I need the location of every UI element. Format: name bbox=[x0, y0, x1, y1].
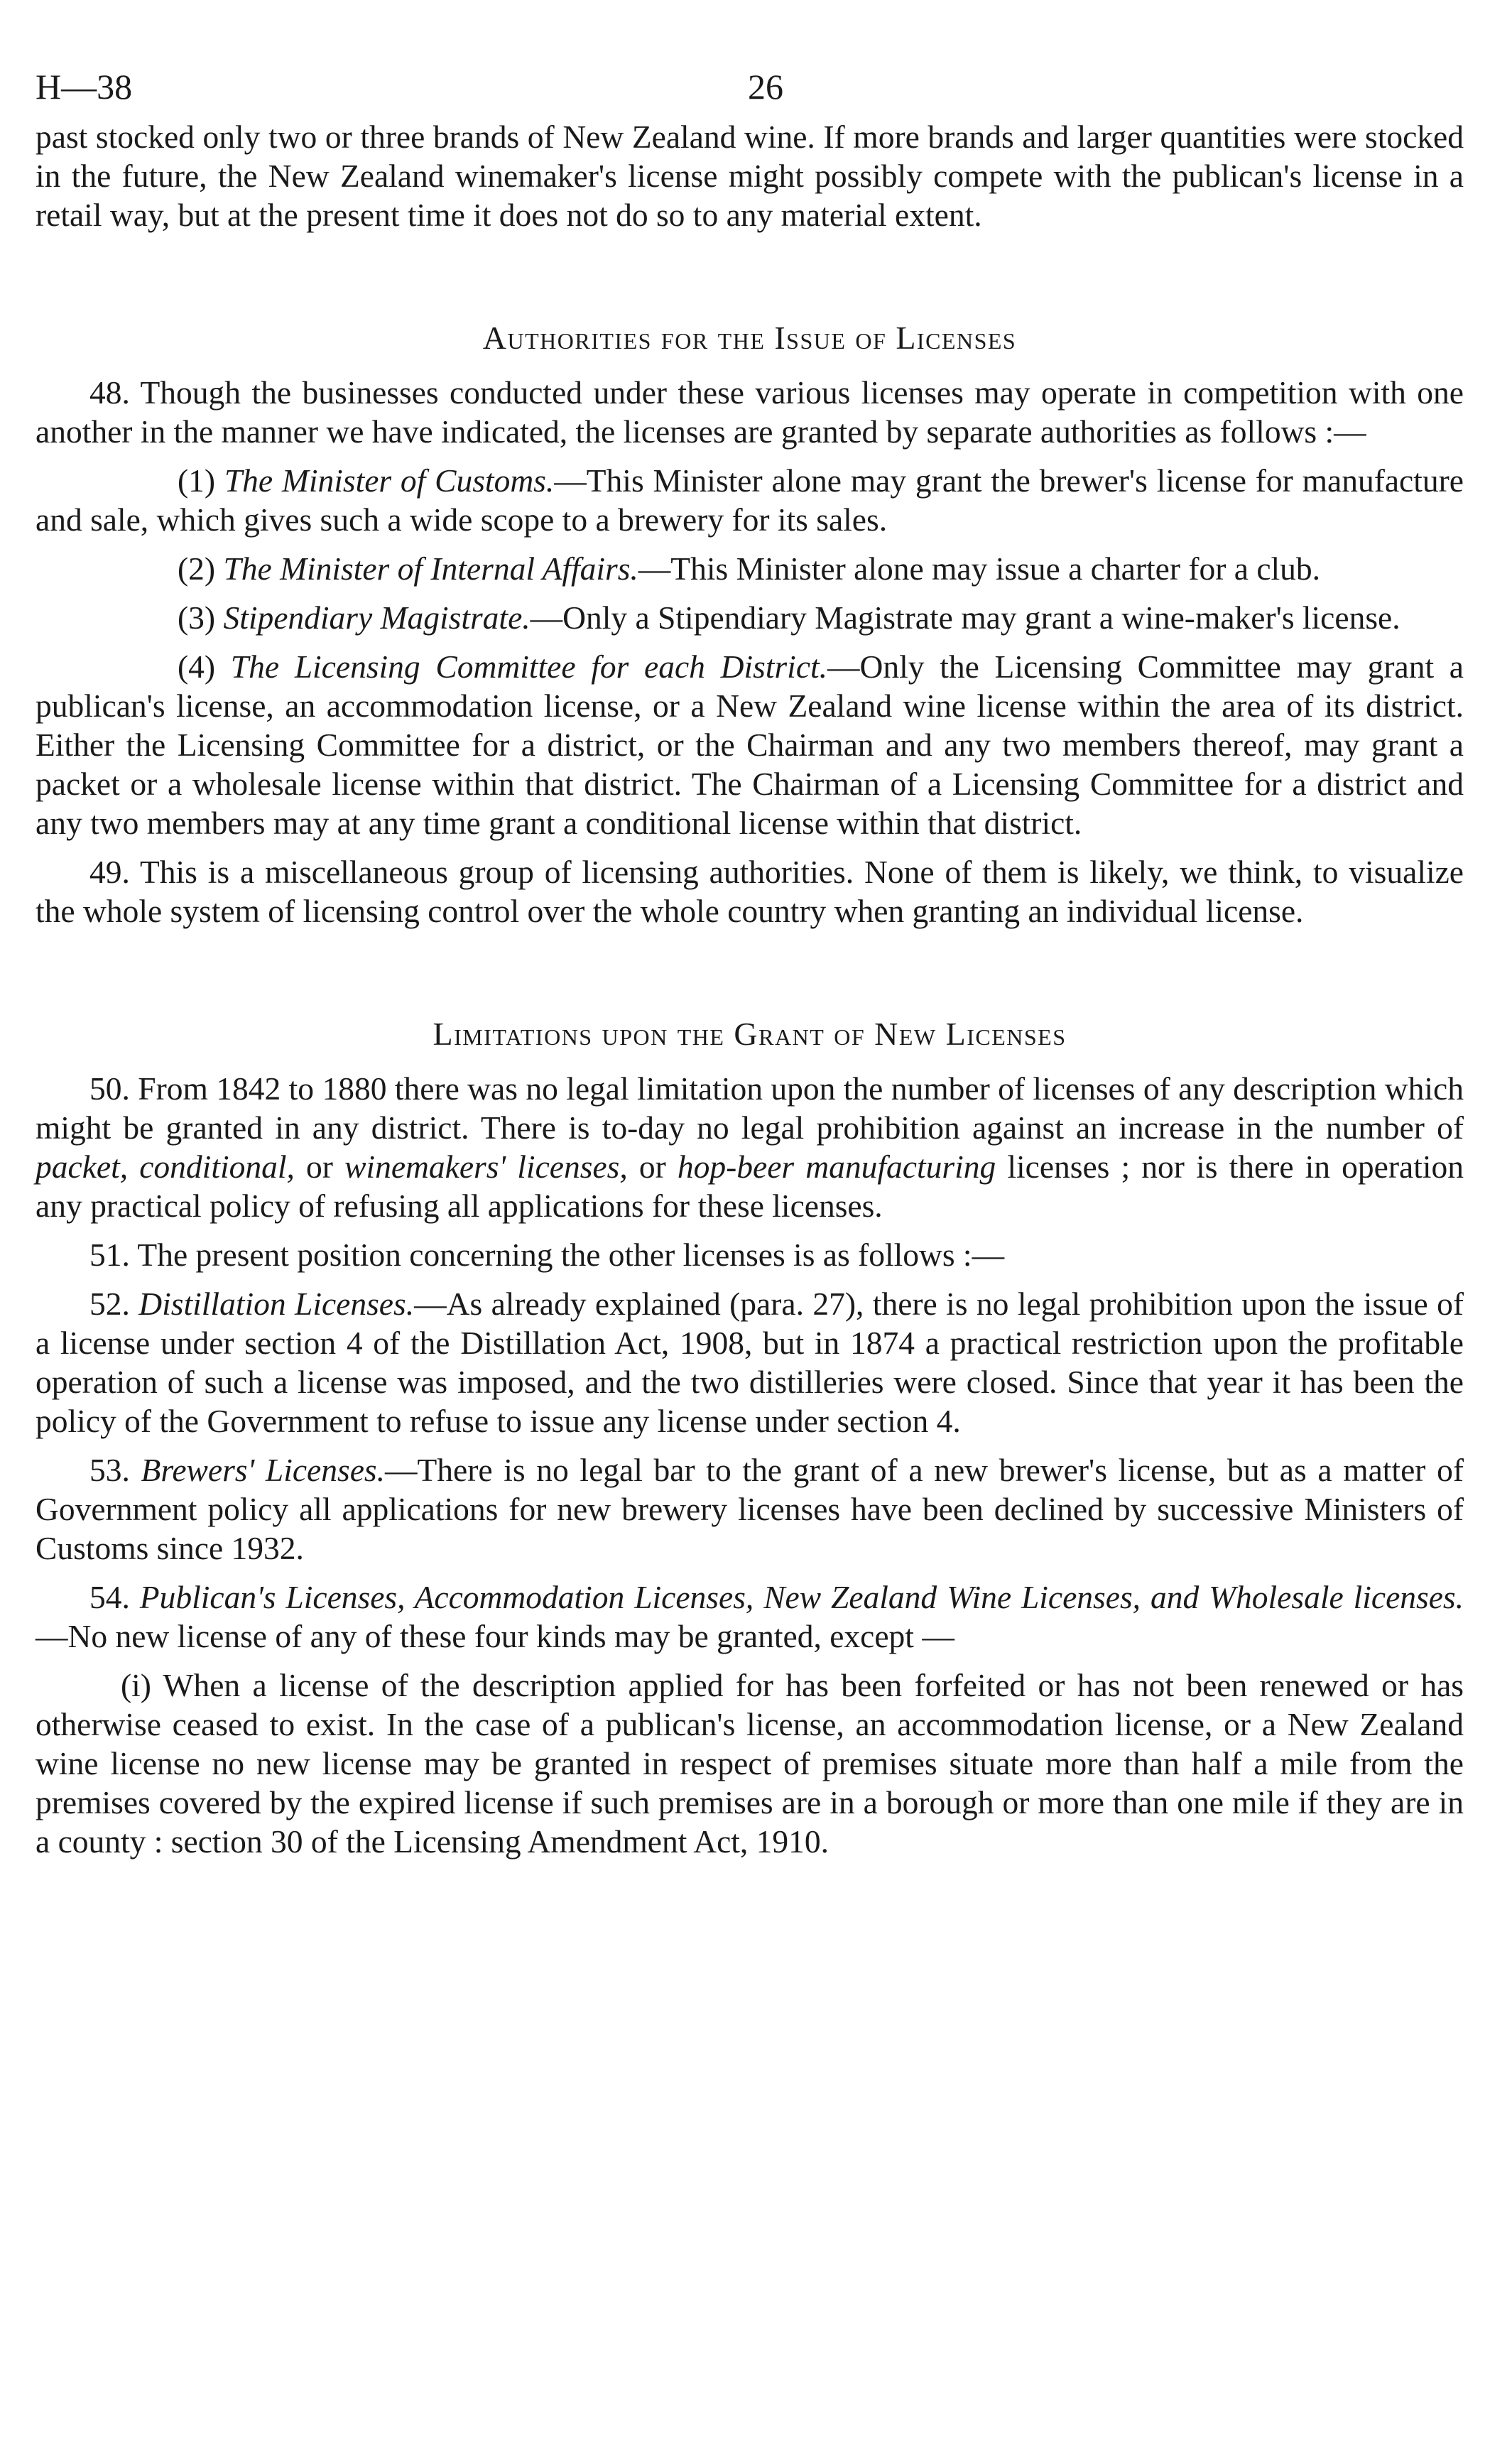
section-heading-authorities: Authorities for the Issue of Licenses bbox=[482, 320, 1017, 356]
authority-item-3: (3) Stipendiary Magistrate.—Only a Stipendiary Magistrate may grant a wine-maker's license. bbox=[178, 599, 1400, 636]
opening-paragraph: past stocked only two or three brands of New Zealand wine. If more brands and larger quantities were stocked in the future, the New Zealand winemaker's license might possibly compete with the publican's license in a retail way, but at the present time it does not do so to any material extent. bbox=[36, 119, 1464, 233]
paragraph-54-title: Publican's Licenses, Accommodation Licenses, New Zealand Wine Licenses, and Wholesale licenses. bbox=[139, 1579, 1464, 1615]
authority-item-2: (2) The Minister of Internal Affairs.—This Minister alone may issue a charter for a club. bbox=[178, 550, 1321, 587]
authority-item-2-title: The Minister of Internal Affairs. bbox=[223, 550, 638, 587]
running-head bbox=[36, 67, 1464, 117]
page-number: 26 bbox=[748, 67, 783, 107]
authority-item-1-title: The Minister of Customs. bbox=[224, 462, 555, 499]
authority-item-1: (1) The Minister of Customs.—This Minister alone may grant the brewer's license for manufacture and sale, which gives such a wide scope to a brewery for its sales. bbox=[36, 462, 1464, 538]
authority-item-4-title: The Licensing Committee for each District. bbox=[230, 648, 828, 685]
authority-item-3-title: Stipendiary Magistrate. bbox=[223, 599, 531, 636]
paragraph-49: 49. This is a miscellaneous group of licensing authorities. None of them is likely, we think, to visualize the whole system of licensing control over the whole country when granting an individual license. bbox=[36, 854, 1464, 929]
paragraph-53-title: Brewers' Licenses. bbox=[141, 1452, 385, 1488]
paragraph-50: 50. From 1842 to 1880 there was no legal limitation upon the number of licenses of any description which might be granted in any district. There is to-day no legal prohibition against an increase in the number of packet, conditional, or winemakers' licenses, or hop-beer manufacturing licenses ; nor is there in operation any practical policy of refusing all applications for these licenses. bbox=[36, 1070, 1464, 1224]
paragraph-48: 48. Though the businesses conducted under these various licenses may operate in competition with one another in the manner we have indicated, the licenses are granted by separate authorities as follows :— bbox=[36, 374, 1464, 450]
authority-item-4: (4) The Licensing Committee for each District.—Only the Licensing Committee may grant a publican's license, an accommodation license, or a New Zealand wine license within the area of its district. Either the Licensing Committee for a district, or the Chairman and any two members thereof, may grant a packet or a wholesale license within that district. The Chairman of a Licensing Committee for a district and any two members may at any time grant a conditional license within that district. bbox=[36, 648, 1464, 841]
paragraph-53: 53. Brewers' Licenses.—There is no legal bar to the grant of a new brewer's license, but as a matter of Government policy all applications for new brewery licenses have been declined by successive Ministers of Customs since 1932. bbox=[36, 1452, 1464, 1566]
section-heading-limitations: Limitations upon the Grant of New Licenses bbox=[433, 1016, 1067, 1052]
sub-item-i: (i) When a license of the description applied for has been forfeited or has not been renewed or has otherwise ceased to exist. In the case of a publican's license, an accommodation license, or a New Zealand wine license no new license may be granted in respect of premises situate more than half a mile from the premises covered by the expired license if such premises are in a borough or more than one mile if they are in a county : section 30 of the Licensing Amendment Act, 1910. bbox=[36, 1667, 1464, 1860]
paragraph-52: 52. Distillation Licenses.—As already explained (para. 27), there is no legal prohibition upon the issue of a license under section 4 of the Distillation Act, 1908, but in 1874 a practical restriction upon the profitable operation of such a license was imposed, and the two distilleries were closed. Since that year it has been the policy of the Government to refuse to issue any license under section 4. bbox=[36, 1286, 1464, 1439]
paragraph-52-title: Distillation Licenses. bbox=[138, 1286, 415, 1322]
paragraph-51: 51. The present position concerning the other licenses is as follows :— bbox=[89, 1237, 1005, 1273]
document-reference: H—38 bbox=[36, 67, 133, 107]
paragraph-54: 54. Publican's Licenses, Accommodation Licenses, New Zealand Wine Licenses, and Wholesale licenses.—No new license of any of these four kinds may be granted, except — bbox=[36, 1579, 1464, 1654]
